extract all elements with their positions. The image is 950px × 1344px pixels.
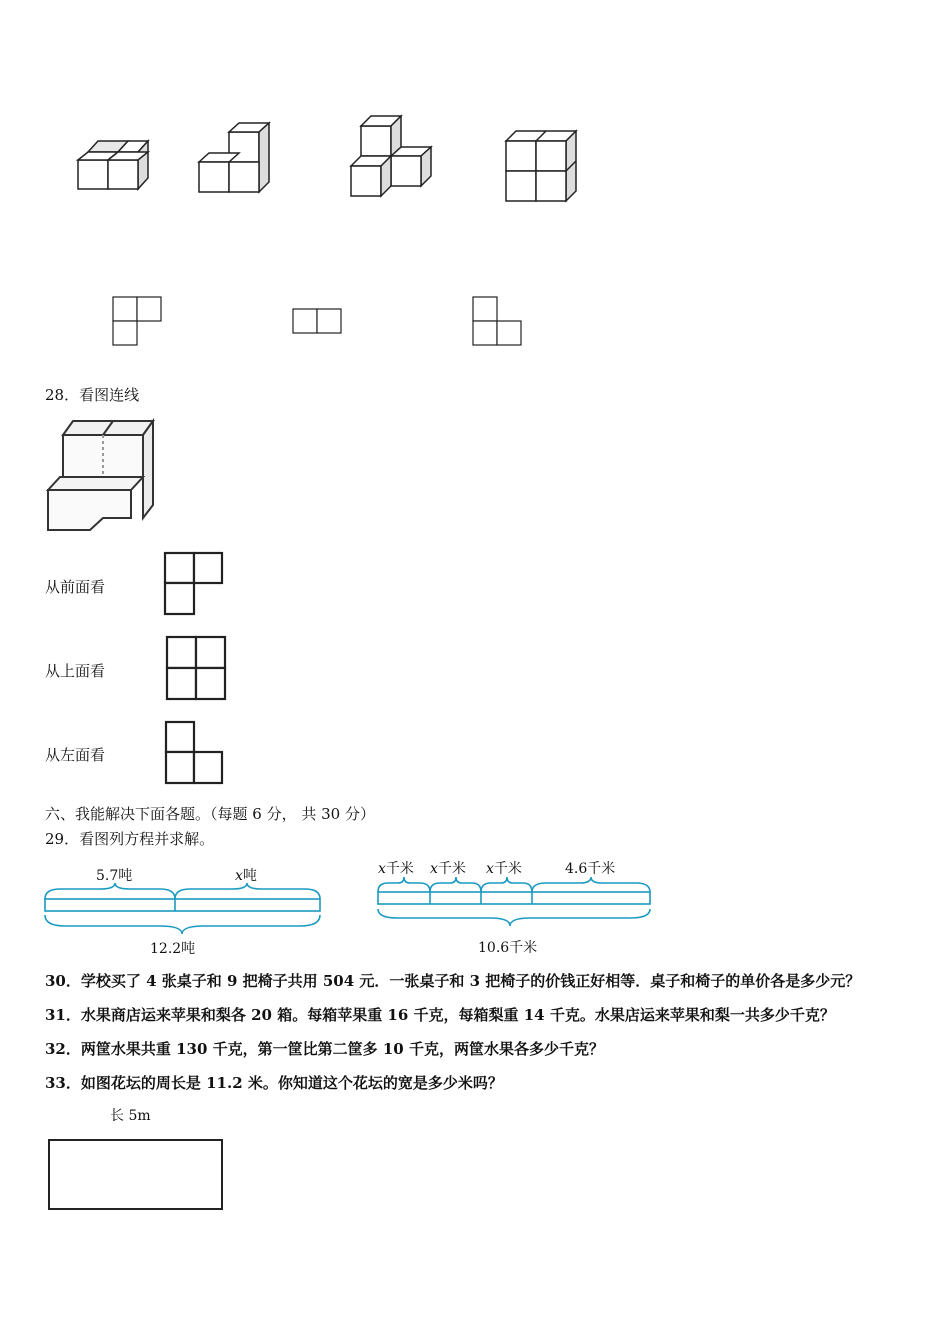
d2-bottom-label: 10.6千米 [478,940,538,956]
d1-top-right-label: x吨 [235,868,257,884]
section-6-heading: 六、我能解决下面各题。（每题 6 分， 共 30 分） [45,805,375,823]
q28-title: 28．看图连线 [45,386,140,404]
d2-top-last-label: 4.6千米 [565,861,616,877]
d2-x-label-2: x千米 [430,861,466,877]
flowerbed-rectangle [48,1139,223,1210]
q29-title: 29．看图列方程并求解。 [45,830,215,848]
d2-x-label-3: x千米 [486,861,522,877]
q33-text: 33．如图花坛的周长是 11.2 米。你知道这个花坛的宽是多少米吗？ [45,1074,503,1092]
d2-x-label-1: x千米 [378,861,414,877]
q32-text: 32．两筐水果共重 130 千克，第一筐比第二筐多 10 千克，两筐水果各多少千克？ [45,1040,604,1058]
q30-text: 30．学校买了 4 张桌子和 9 把椅子共用 504 元．一张桌子和 3 把椅子的价钱正好相等．桌子和椅子的单价各是多少元？ [45,972,861,990]
q31-text: 31．水果商店运来苹果和梨各 20 箱。每箱苹果重 16 千克，每箱梨重 14 千克。水果店运来苹果和梨一共多少千克？ [45,1006,835,1024]
d1-top-left-label: 5.7吨 [96,868,133,884]
q33-length-label: 长 5m [110,1108,151,1124]
view-label-top: 从上面看 [45,662,106,680]
view-label-front: 从前面看 [45,578,106,596]
view-label-left: 从左面看 [45,746,106,764]
d1-bottom-label: 12.2吨 [150,941,196,957]
